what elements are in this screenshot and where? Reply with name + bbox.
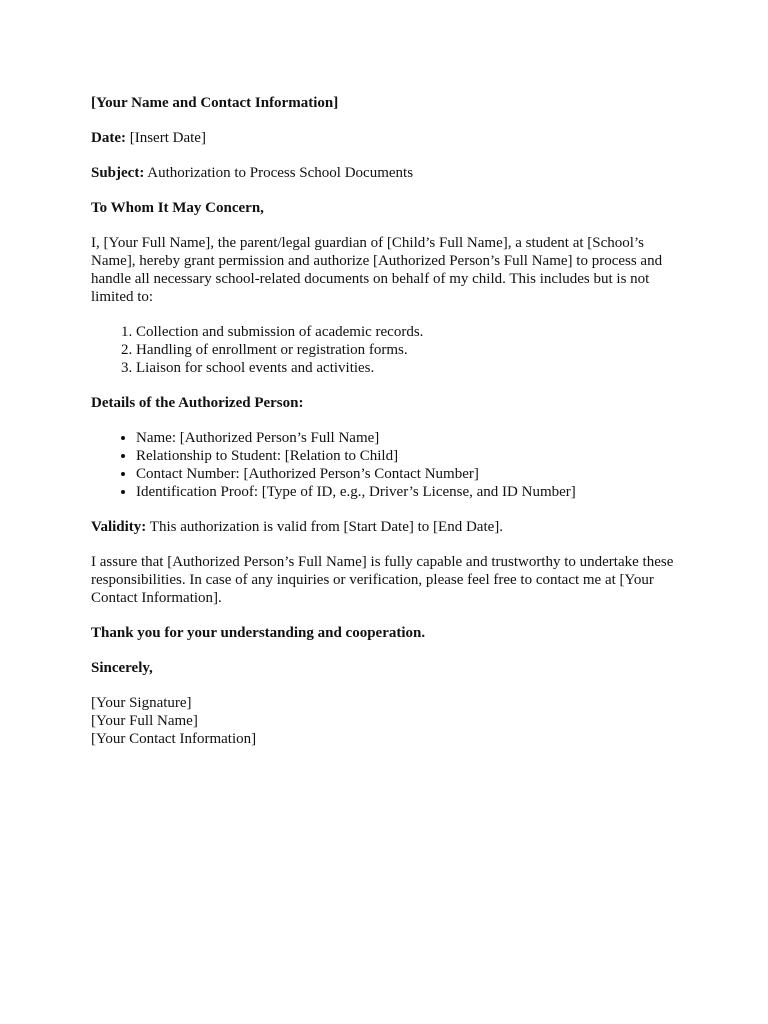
signature-block: [91, 694, 691, 748]
details-heading: Details of the Authorized Person:: [91, 395, 304, 411]
subject-label: Subject:: [91, 165, 145, 181]
closing: Sincerely,: [91, 660, 153, 676]
sender-block: [Your Name and Contact Information]: [91, 95, 339, 111]
date-label: Date:: [91, 130, 126, 146]
signature-line: [Your Signature]: [91, 695, 192, 711]
letter-body: [91, 94, 691, 748]
date-value: [Insert Date]: [125, 130, 206, 146]
salutation: To Whom It May Concern,: [91, 200, 264, 216]
contact-info-line: [Your Contact Information]: [91, 731, 257, 747]
list-item: 2. Handling of enrollment or registration forms.: [136, 341, 691, 359]
list-item: • Identification Proof: [Type of ID, e.g., Driver’s License, and ID Number]: [136, 483, 691, 501]
subject-value: Authorization to Process School Documents: [144, 165, 414, 181]
duties-list: [91, 323, 691, 377]
assurance-paragraph: I assure that [Authorized Person’s Full Name] is fully capable and trustworthy to undertake these responsibilities. In case of any inquiries or verification, please feel free to contact me at [Your Contact Information].: [91, 554, 674, 606]
validity-label: Validity:: [91, 519, 147, 535]
details-list: [91, 429, 691, 501]
list-item: • Name: [Authorized Person’s Full Name]: [136, 429, 691, 447]
full-name-line: [Your Full Name]: [91, 713, 198, 729]
list-item: 3. Liaison for school events and activities.: [136, 359, 691, 377]
list-item: • Contact Number: [Authorized Person’s Contact Number]: [136, 465, 691, 483]
validity-line: [91, 518, 691, 536]
subject-line: [91, 164, 691, 182]
date-line: [91, 129, 691, 147]
list-item: 1. Collection and submission of academic records.: [136, 323, 691, 341]
thanks-line: Thank you for your understanding and cooperation.: [91, 625, 426, 641]
validity-value: This authorization is valid from [Start Date] to [End Date].: [146, 519, 504, 535]
intro-paragraph: I, [Your Full Name], the parent/legal guardian of [Child’s Full Name], a student at [School’s Name], hereby grant permission and authorize [Authorized Person’s Full Name] to process and handle all necessary school-related documents on behalf of my child. This includes but is not limited to:: [91, 235, 663, 305]
list-item: • Relationship to Student: [Relation to Child]: [136, 447, 691, 465]
